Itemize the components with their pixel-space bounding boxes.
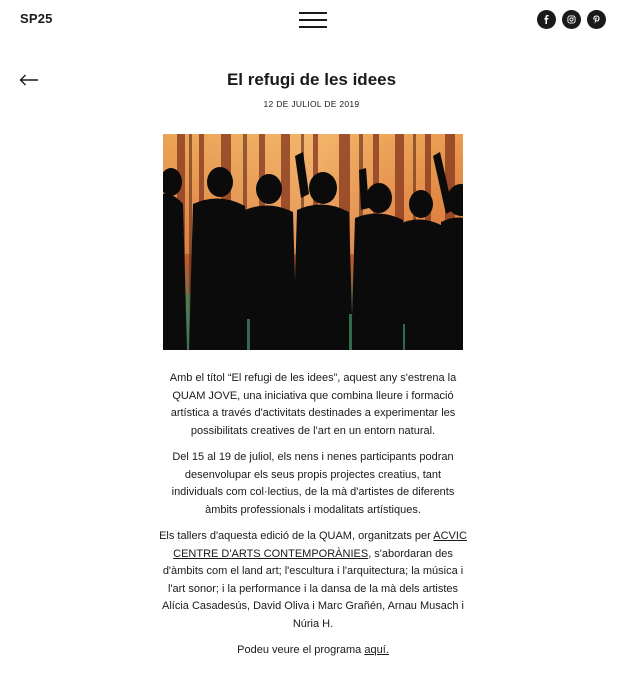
menu-line bbox=[299, 19, 327, 21]
menu-line bbox=[299, 26, 327, 28]
site-logo[interactable]: SP25 bbox=[20, 11, 53, 26]
post-body bbox=[158, 370, 468, 669]
site-header bbox=[0, 0, 623, 40]
pinterest-icon[interactable] bbox=[587, 10, 606, 29]
post-paragraph: Del 15 al 19 de juliol, els nens i nenes participants podran desenvolupar els seus propis projectes creatius, tant individuals com col·lectius, de la mà d'artistes de diferents àmbits professionals i modalitats artístiques. bbox=[171, 451, 455, 516]
post-title: El refugi de les idees bbox=[226, 70, 397, 89]
post-paragraph bbox=[158, 642, 468, 660]
menu-line bbox=[299, 12, 327, 14]
post-date: 12 DE JULIOL DE 2019 bbox=[263, 99, 360, 109]
post-hero-image bbox=[163, 134, 463, 350]
post-paragraph: Amb el títol “El refugi de les idees”, aquest any s'estrena la QUAM JOVE, una iniciativa que combina lleure i formació artística a través d'activitats destinades a experimentar les possibilitats creatives de l'art en un entorn natural. bbox=[169, 372, 457, 437]
acvic-link[interactable]: ACVIC CENTRE D'ARTS CONTEMPORÀNIES bbox=[173, 530, 467, 560]
social-links bbox=[537, 10, 606, 29]
paragraph-text: Podeu veure el programa bbox=[237, 644, 365, 656]
post-paragraph bbox=[158, 528, 468, 633]
facebook-icon[interactable] bbox=[537, 10, 556, 29]
paragraph-text: , s'abordaran des d'àmbits com el land art; l'escultura i l'arquitectura; la música i l'art sonor; i la performance i la dansa de la mà dels artistes Alícia Casadesús, David Oliva i Marc Grañén, Arnau Musach i Núria H. bbox=[161, 547, 465, 630]
program-link[interactable]: aquí. bbox=[364, 644, 389, 656]
paragraph-text: Els tallers d'aquesta edició de la QUAM, organitzats per bbox=[159, 530, 434, 542]
instagram-icon[interactable] bbox=[562, 10, 581, 29]
hamburger-menu-icon[interactable] bbox=[299, 10, 327, 30]
